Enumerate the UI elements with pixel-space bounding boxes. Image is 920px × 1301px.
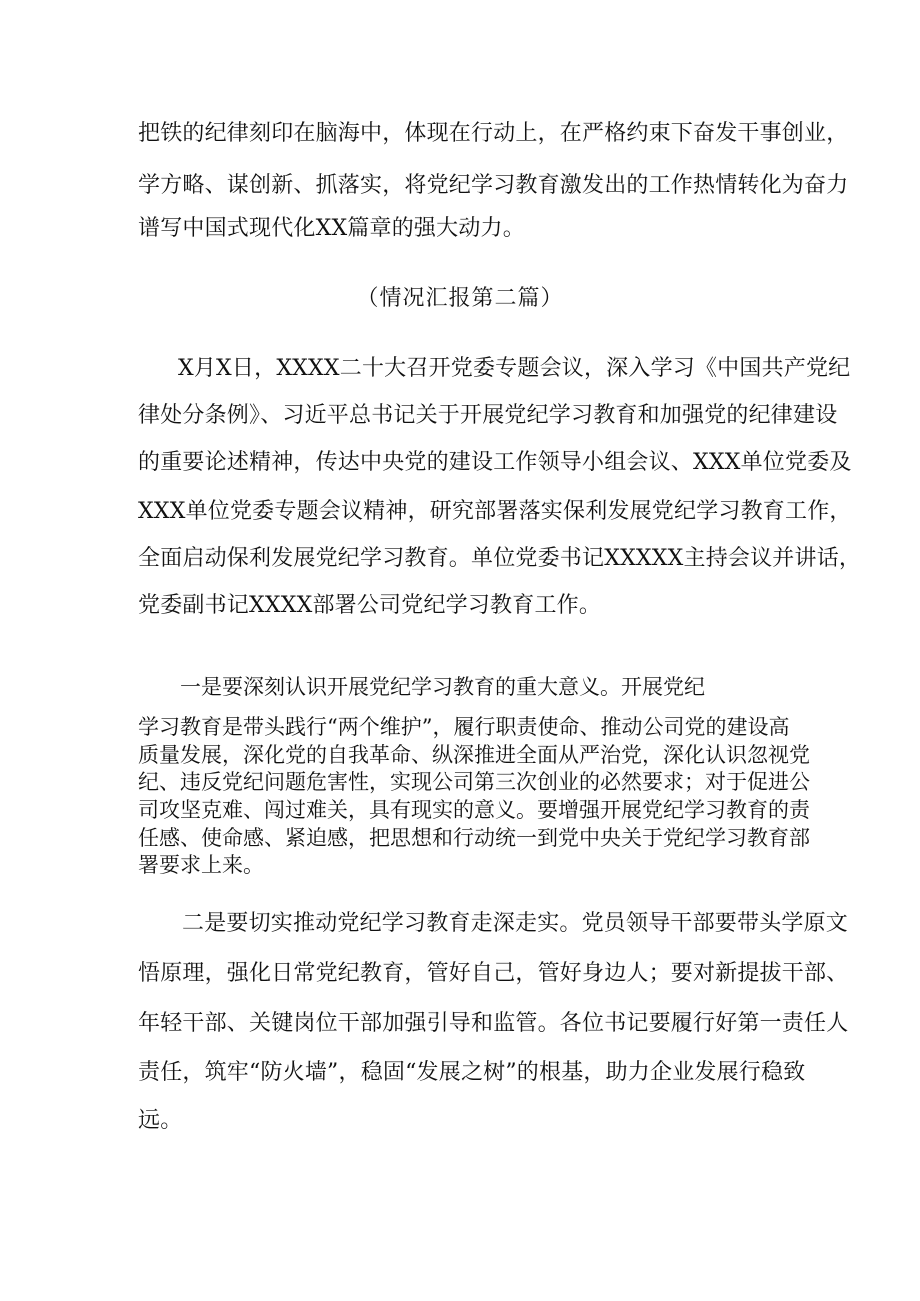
para4-line-1: 二是要切实推动党纪学习教育走深走实。党员领导干部要带头学原文 xyxy=(182,911,849,936)
para1-line-2: 学方略、谋创新、抓落实，将党纪学习教育激发出的工作热情转化为奋力 xyxy=(138,173,849,198)
para3-line-6: 任感、使命感、紧迫感，把思想和行动统一到党中央关于党纪学习教育部 xyxy=(138,826,810,850)
para3-line-7: 署要求上来。 xyxy=(138,853,264,877)
para2-line-2: 律处分条例》、习近平总书记关于开展党纪学习教育和加强党的纪律建设 xyxy=(138,403,838,428)
para3-line-3: 质量发展，深化党的自我革命、纵深推进全面从严治党，深化认识忽视党 xyxy=(138,743,810,767)
para3-line-2: 学习教育是带头践行“两个维护”，履行职责使命、推动公司党的建设高 xyxy=(138,715,790,739)
para3-line-1: 一是要深刻认识开展党纪学习教育的重大意义。开展党纪 xyxy=(180,675,705,699)
section-heading: （情况汇报第二篇） xyxy=(356,286,564,311)
para4-line-3: 年轻干部、关键岗位干部加强引导和监管。各位书记要履行好第一责任人 xyxy=(138,1011,849,1036)
para2-line-4: XXX单位党委专题会议精神，研究部署落实保利发展党纪学习教育工作， xyxy=(138,499,852,524)
para2-line-3: 的重要论述精神，传达中央党的建设工作领导小组会议、XXX单位党委及 xyxy=(138,450,852,475)
para4-line-2: 悟原理，强化日常党纪教育，管好自己，管好身边人；要对新提拔干部、 xyxy=(138,961,849,986)
para3-line-4: 纪、违反党纪问题危害性，实现公司第三次创业的必然要求；对于促进公 xyxy=(138,770,810,794)
para4-line-4: 责任，筑牢“防火墙”，稳固“发展之树”的根基，助力企业发展行稳致 xyxy=(138,1060,806,1085)
para2-line-5: 全面启动保利发展党纪学习教育。单位党委书记XXXXX主持会议并讲话， xyxy=(138,546,862,571)
para2-line-1: X月X日，XXXX二十大召开党委专题会议，深入学习《中国共产党纪 xyxy=(178,356,851,381)
para1-line-3: 谱写中国式现代化XX篇章的强大动力。 xyxy=(138,216,525,241)
para2-line-6: 党委副书记XXXX部署公司党纪学习教育工作。 xyxy=(138,593,602,618)
para4-line-5: 远。 xyxy=(138,1108,183,1133)
para3-line-5: 司攻坚克难、闯过难关，具有现实的意义。要增强开展党纪学习教育的责 xyxy=(138,798,810,822)
para1-line-1: 把铁的纪律刻印在脑海中，体现在行动上，在严格约束下奋发干事创业， xyxy=(138,121,849,146)
